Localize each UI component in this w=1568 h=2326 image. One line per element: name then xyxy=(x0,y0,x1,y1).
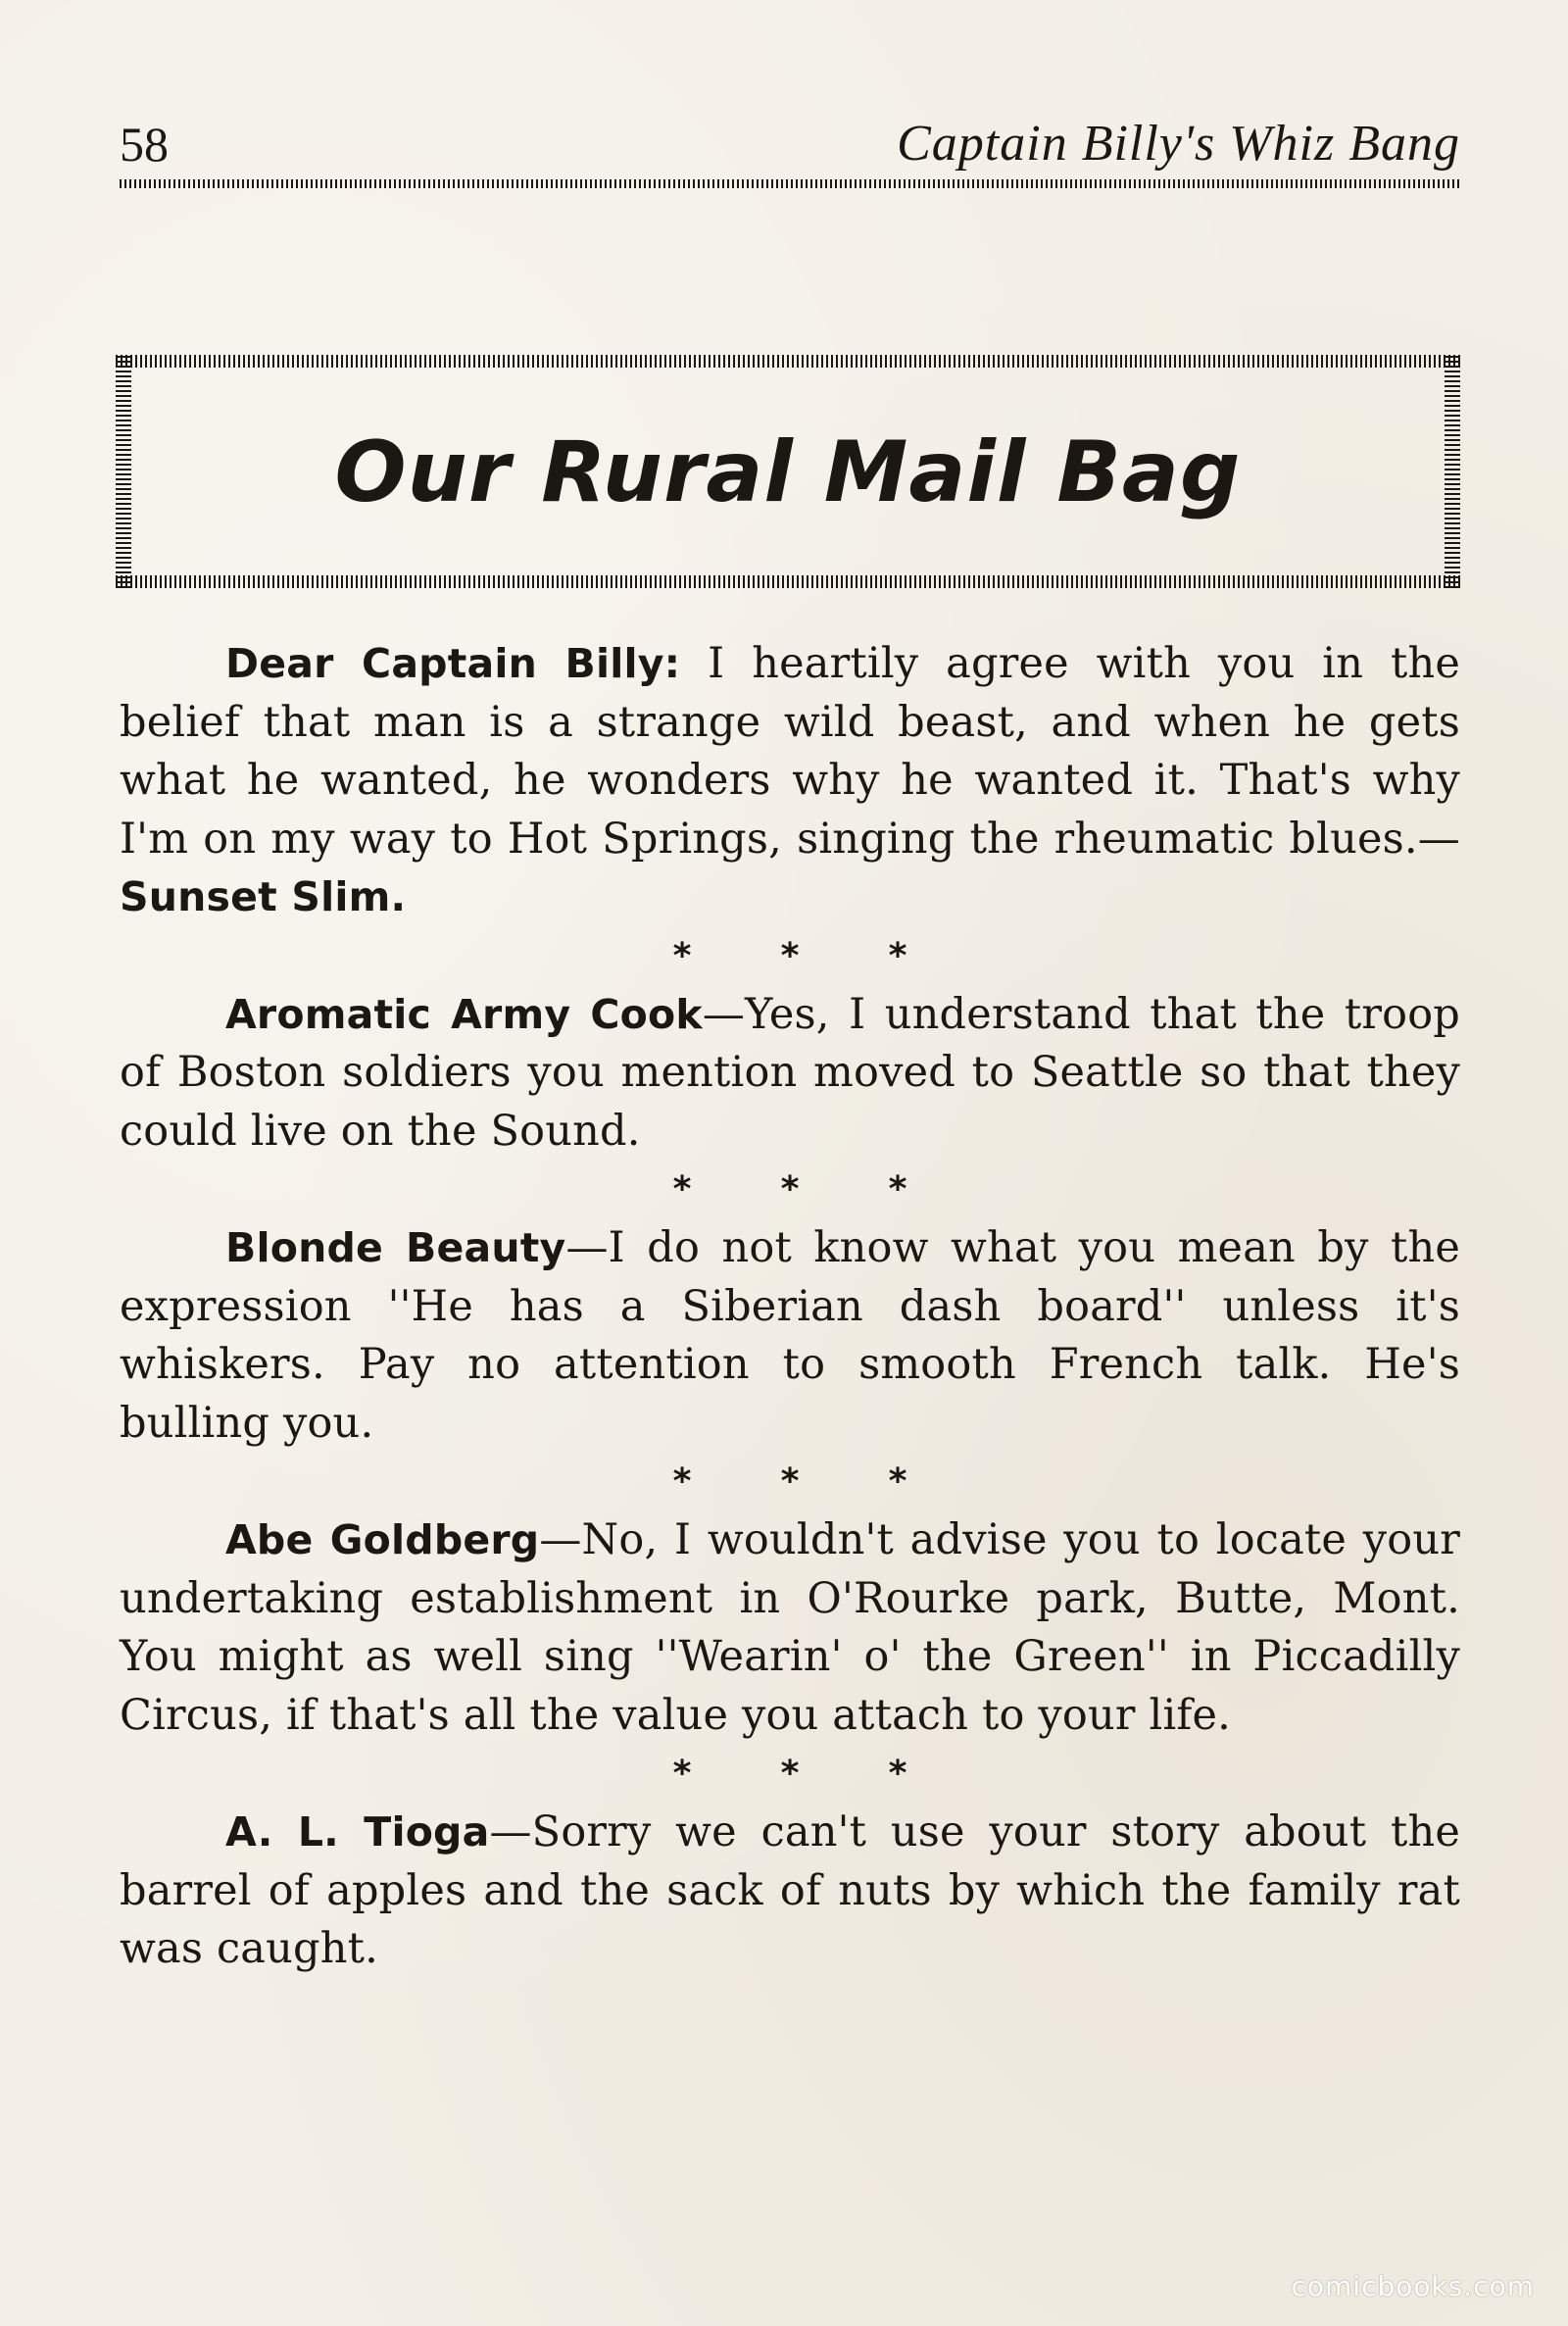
letter-text: —Yes, I understand that the troop of Boston soldiers you mention moved to Seattle so that they could live on the Sound. xyxy=(120,989,1461,1156)
title-box-border-bottom xyxy=(116,575,1460,588)
asterisk-1: * xyxy=(672,935,692,976)
asterisk-2: * xyxy=(780,935,800,976)
header-rule xyxy=(120,179,1460,188)
asterism-separator xyxy=(120,1745,1460,1804)
asterisk-3: * xyxy=(888,935,907,976)
title-box-border-top xyxy=(116,355,1460,368)
asterisk-3: * xyxy=(888,1754,907,1794)
asterisk-2: * xyxy=(780,1169,800,1210)
letter-aromatic-army-cook xyxy=(120,986,1460,1162)
asterisk-2: * xyxy=(780,1461,800,1502)
letter-blonde-beauty xyxy=(120,1219,1460,1453)
section-title-box xyxy=(116,355,1460,588)
letter-salutation: A. L. Tioga xyxy=(225,1808,490,1856)
page-number: 58 xyxy=(120,117,169,172)
letter-salutation: Blonde Beauty xyxy=(225,1224,566,1271)
letter-salutation: Aromatic Army Cook xyxy=(225,990,703,1038)
letter-text: —No, I wouldn't advise you to locate your undertaking establishment in O'Rourke park, Butte, Mont. You might as well sing ''Wearin' o' the Green'' in Piccadilly Circus, if that's all the value you attach to your life. xyxy=(120,1515,1460,1740)
letter-salutation: Abe Goldberg xyxy=(225,1516,540,1563)
running-head xyxy=(120,110,1460,178)
section-title: Our Rural Mail Bag xyxy=(334,423,1242,521)
asterisk-3: * xyxy=(888,1169,907,1210)
letter-text: —Sorry we can't use your story about the barrel of apples and the sack of nuts by which the family rat was caught. xyxy=(120,1807,1460,1973)
asterism-separator xyxy=(120,1161,1460,1219)
letter-signature: Sunset Slim. xyxy=(120,873,407,920)
mail-bag-column xyxy=(120,635,1460,1979)
letter-sunset-slim xyxy=(120,635,1460,927)
asterisk-2: * xyxy=(780,1754,800,1794)
letter-al-tioga xyxy=(120,1804,1460,1979)
asterism-separator xyxy=(120,1453,1460,1511)
letter-text: I heartily agree with you in the belief that man is a strange wild beast, and when he gets what he wanted, he wonders why he wanted it. That's why I'm on my way to Hot Springs, singing the rheumatic blues.— xyxy=(120,639,1460,864)
watermark: comicbooks.com xyxy=(1291,2270,1535,2302)
magazine-title: Captain Billy's Whiz Bang xyxy=(897,116,1460,172)
asterism-separator xyxy=(120,927,1460,986)
asterisk-1: * xyxy=(672,1754,692,1794)
asterisk-1: * xyxy=(672,1169,692,1210)
letter-text: —I do not know what you mean by the expression ''He has a Siberian dash board'' unless it's whiskers. Pay no attention to smooth French talk. He's bulling you. xyxy=(120,1223,1460,1448)
asterisk-1: * xyxy=(672,1461,692,1502)
letter-abe-goldberg xyxy=(120,1511,1460,1745)
letter-salutation: Dear Captain Billy: xyxy=(225,640,681,687)
asterisk-3: * xyxy=(888,1461,907,1502)
